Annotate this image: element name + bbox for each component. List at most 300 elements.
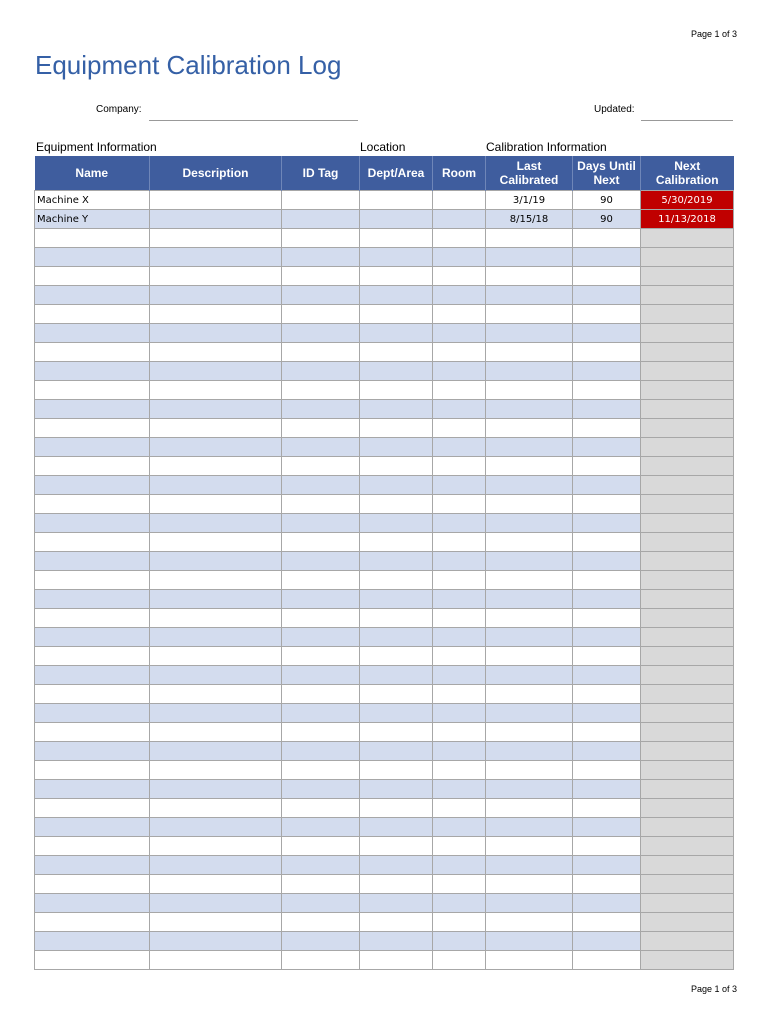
room-cell[interactable] — [433, 609, 486, 628]
days-until-next-cell[interactable]: 90 — [573, 210, 641, 229]
description-cell[interactable] — [150, 837, 282, 856]
name-cell[interactable] — [35, 305, 150, 324]
dept-area-cell[interactable] — [360, 229, 433, 248]
dept-area-cell[interactable] — [360, 666, 433, 685]
last-calibrated-cell[interactable] — [486, 438, 573, 457]
name-cell[interactable] — [35, 704, 150, 723]
next-calibration-cell[interactable] — [641, 286, 734, 305]
next-calibration-cell[interactable] — [641, 704, 734, 723]
dept-area-cell[interactable] — [360, 780, 433, 799]
dept-area-cell[interactable] — [360, 837, 433, 856]
next-calibration-cell[interactable] — [641, 533, 734, 552]
dept-area-cell[interactable] — [360, 495, 433, 514]
name-cell[interactable] — [35, 400, 150, 419]
days-until-next-cell[interactable] — [573, 552, 641, 571]
description-cell[interactable] — [150, 191, 282, 210]
description-cell[interactable] — [150, 210, 282, 229]
dept-area-cell[interactable] — [360, 381, 433, 400]
room-cell[interactable] — [433, 248, 486, 267]
room-cell[interactable] — [433, 571, 486, 590]
last-calibrated-cell[interactable] — [486, 343, 573, 362]
name-cell[interactable] — [35, 476, 150, 495]
room-cell[interactable] — [433, 913, 486, 932]
dept-area-cell[interactable] — [360, 913, 433, 932]
days-until-next-cell[interactable] — [573, 381, 641, 400]
days-until-next-cell[interactable] — [573, 647, 641, 666]
room-cell[interactable] — [433, 704, 486, 723]
updated-field[interactable] — [641, 120, 733, 121]
room-cell[interactable] — [433, 324, 486, 343]
room-cell[interactable] — [433, 457, 486, 476]
days-until-next-cell[interactable] — [573, 324, 641, 343]
id-tag-cell[interactable] — [282, 856, 360, 875]
id-tag-cell[interactable] — [282, 628, 360, 647]
days-until-next-cell[interactable] — [573, 723, 641, 742]
name-cell[interactable] — [35, 799, 150, 818]
dept-area-cell[interactable] — [360, 894, 433, 913]
last-calibrated-cell[interactable] — [486, 666, 573, 685]
id-tag-cell[interactable] — [282, 666, 360, 685]
days-until-next-cell[interactable] — [573, 704, 641, 723]
id-tag-cell[interactable] — [282, 875, 360, 894]
dept-area-cell[interactable] — [360, 533, 433, 552]
next-calibration-cell[interactable] — [641, 894, 734, 913]
next-calibration-cell[interactable] — [641, 571, 734, 590]
description-cell[interactable] — [150, 438, 282, 457]
description-cell[interactable] — [150, 628, 282, 647]
room-cell[interactable] — [433, 799, 486, 818]
last-calibrated-cell[interactable] — [486, 324, 573, 343]
dept-area-cell[interactable] — [360, 343, 433, 362]
id-tag-cell[interactable] — [282, 400, 360, 419]
room-cell[interactable] — [433, 229, 486, 248]
description-cell[interactable] — [150, 324, 282, 343]
room-cell[interactable] — [433, 419, 486, 438]
name-cell[interactable] — [35, 419, 150, 438]
next-calibration-cell[interactable] — [641, 343, 734, 362]
id-tag-cell[interactable] — [282, 457, 360, 476]
last-calibrated-cell[interactable] — [486, 628, 573, 647]
description-cell[interactable] — [150, 647, 282, 666]
last-calibrated-cell[interactable] — [486, 590, 573, 609]
description-cell[interactable] — [150, 666, 282, 685]
description-cell[interactable] — [150, 495, 282, 514]
next-calibration-cell[interactable] — [641, 495, 734, 514]
days-until-next-cell[interactable] — [573, 894, 641, 913]
next-calibration-cell[interactable] — [641, 305, 734, 324]
last-calibrated-cell[interactable] — [486, 609, 573, 628]
name-cell[interactable]: Machine X — [35, 191, 150, 210]
description-cell[interactable] — [150, 229, 282, 248]
next-calibration-cell[interactable] — [641, 229, 734, 248]
next-calibration-cell[interactable] — [641, 590, 734, 609]
days-until-next-cell[interactable] — [573, 666, 641, 685]
days-until-next-cell[interactable] — [573, 742, 641, 761]
days-until-next-cell[interactable] — [573, 761, 641, 780]
id-tag-cell[interactable] — [282, 704, 360, 723]
id-tag-cell[interactable] — [282, 818, 360, 837]
name-cell[interactable] — [35, 362, 150, 381]
id-tag-cell[interactable] — [282, 552, 360, 571]
name-cell[interactable] — [35, 913, 150, 932]
next-calibration-cell[interactable] — [641, 514, 734, 533]
next-calibration-cell[interactable] — [641, 609, 734, 628]
last-calibrated-cell[interactable] — [486, 362, 573, 381]
name-cell[interactable] — [35, 856, 150, 875]
days-until-next-cell[interactable] — [573, 438, 641, 457]
room-cell[interactable] — [433, 514, 486, 533]
last-calibrated-cell[interactable] — [486, 286, 573, 305]
days-until-next-cell[interactable] — [573, 571, 641, 590]
name-cell[interactable] — [35, 647, 150, 666]
id-tag-cell[interactable] — [282, 533, 360, 552]
days-until-next-cell[interactable] — [573, 343, 641, 362]
last-calibrated-cell[interactable] — [486, 685, 573, 704]
last-calibrated-cell[interactable] — [486, 723, 573, 742]
days-until-next-cell[interactable] — [573, 856, 641, 875]
last-calibrated-cell[interactable] — [486, 647, 573, 666]
description-cell[interactable] — [150, 818, 282, 837]
description-cell[interactable] — [150, 248, 282, 267]
id-tag-cell[interactable] — [282, 495, 360, 514]
name-cell[interactable] — [35, 609, 150, 628]
dept-area-cell[interactable] — [360, 590, 433, 609]
name-cell[interactable] — [35, 343, 150, 362]
dept-area-cell[interactable] — [360, 875, 433, 894]
id-tag-cell[interactable] — [282, 609, 360, 628]
next-calibration-cell[interactable] — [641, 951, 734, 970]
room-cell[interactable] — [433, 438, 486, 457]
description-cell[interactable] — [150, 305, 282, 324]
last-calibrated-cell[interactable] — [486, 248, 573, 267]
last-calibrated-cell[interactable] — [486, 780, 573, 799]
days-until-next-cell[interactable] — [573, 248, 641, 267]
room-cell[interactable] — [433, 932, 486, 951]
id-tag-cell[interactable] — [282, 476, 360, 495]
description-cell[interactable] — [150, 875, 282, 894]
name-cell[interactable] — [35, 951, 150, 970]
id-tag-cell[interactable] — [282, 362, 360, 381]
name-cell[interactable] — [35, 229, 150, 248]
id-tag-cell[interactable] — [282, 932, 360, 951]
id-tag-cell[interactable] — [282, 571, 360, 590]
dept-area-cell[interactable] — [360, 552, 433, 571]
id-tag-cell[interactable] — [282, 723, 360, 742]
next-calibration-cell[interactable] — [641, 457, 734, 476]
last-calibrated-cell[interactable] — [486, 305, 573, 324]
room-cell[interactable] — [433, 533, 486, 552]
last-calibrated-cell[interactable] — [486, 552, 573, 571]
description-cell[interactable] — [150, 476, 282, 495]
id-tag-cell[interactable] — [282, 799, 360, 818]
name-cell[interactable] — [35, 324, 150, 343]
id-tag-cell[interactable] — [282, 514, 360, 533]
room-cell[interactable] — [433, 875, 486, 894]
dept-area-cell[interactable] — [360, 400, 433, 419]
id-tag-cell[interactable] — [282, 438, 360, 457]
name-cell[interactable] — [35, 457, 150, 476]
room-cell[interactable] — [433, 400, 486, 419]
id-tag-cell[interactable] — [282, 343, 360, 362]
name-cell[interactable] — [35, 590, 150, 609]
next-calibration-cell[interactable] — [641, 932, 734, 951]
room-cell[interactable] — [433, 951, 486, 970]
last-calibrated-cell[interactable] — [486, 913, 573, 932]
dept-area-cell[interactable] — [360, 362, 433, 381]
description-cell[interactable] — [150, 704, 282, 723]
days-until-next-cell[interactable] — [573, 305, 641, 324]
last-calibrated-cell[interactable] — [486, 742, 573, 761]
days-until-next-cell[interactable] — [573, 229, 641, 248]
next-calibration-cell[interactable] — [641, 761, 734, 780]
name-cell[interactable] — [35, 286, 150, 305]
dept-area-cell[interactable] — [360, 761, 433, 780]
id-tag-cell[interactable] — [282, 761, 360, 780]
last-calibrated-cell[interactable] — [486, 571, 573, 590]
id-tag-cell[interactable] — [282, 229, 360, 248]
days-until-next-cell[interactable] — [573, 628, 641, 647]
id-tag-cell[interactable] — [282, 248, 360, 267]
description-cell[interactable] — [150, 343, 282, 362]
days-until-next-cell[interactable] — [573, 457, 641, 476]
id-tag-cell[interactable] — [282, 837, 360, 856]
description-cell[interactable] — [150, 362, 282, 381]
days-until-next-cell[interactable] — [573, 476, 641, 495]
description-cell[interactable] — [150, 400, 282, 419]
last-calibrated-cell[interactable] — [486, 495, 573, 514]
dept-area-cell[interactable] — [360, 191, 433, 210]
name-cell[interactable] — [35, 818, 150, 837]
name-cell[interactable] — [35, 495, 150, 514]
description-cell[interactable] — [150, 381, 282, 400]
id-tag-cell[interactable] — [282, 894, 360, 913]
room-cell[interactable] — [433, 381, 486, 400]
room-cell[interactable] — [433, 742, 486, 761]
name-cell[interactable] — [35, 248, 150, 267]
description-cell[interactable] — [150, 590, 282, 609]
next-calibration-cell[interactable] — [641, 837, 734, 856]
last-calibrated-cell[interactable] — [486, 476, 573, 495]
dept-area-cell[interactable] — [360, 305, 433, 324]
next-calibration-cell[interactable] — [641, 400, 734, 419]
next-calibration-cell[interactable] — [641, 552, 734, 571]
days-until-next-cell[interactable] — [573, 875, 641, 894]
room-cell[interactable] — [433, 286, 486, 305]
days-until-next-cell[interactable]: 90 — [573, 191, 641, 210]
next-calibration-cell[interactable] — [641, 248, 734, 267]
days-until-next-cell[interactable] — [573, 685, 641, 704]
company-field[interactable] — [149, 120, 358, 121]
room-cell[interactable] — [433, 267, 486, 286]
name-cell[interactable] — [35, 875, 150, 894]
last-calibrated-cell[interactable] — [486, 837, 573, 856]
last-calibrated-cell[interactable]: 8/15/18 — [486, 210, 573, 229]
last-calibrated-cell[interactable] — [486, 894, 573, 913]
last-calibrated-cell[interactable] — [486, 856, 573, 875]
name-cell[interactable] — [35, 685, 150, 704]
days-until-next-cell[interactable] — [573, 514, 641, 533]
room-cell[interactable] — [433, 552, 486, 571]
dept-area-cell[interactable] — [360, 457, 433, 476]
dept-area-cell[interactable] — [360, 704, 433, 723]
room-cell[interactable] — [433, 305, 486, 324]
name-cell[interactable] — [35, 723, 150, 742]
days-until-next-cell[interactable] — [573, 590, 641, 609]
next-calibration-cell[interactable] — [641, 438, 734, 457]
id-tag-cell[interactable] — [282, 191, 360, 210]
name-cell[interactable] — [35, 533, 150, 552]
last-calibrated-cell[interactable] — [486, 419, 573, 438]
room-cell[interactable] — [433, 837, 486, 856]
dept-area-cell[interactable] — [360, 438, 433, 457]
description-cell[interactable] — [150, 552, 282, 571]
room-cell[interactable] — [433, 723, 486, 742]
name-cell[interactable] — [35, 381, 150, 400]
days-until-next-cell[interactable] — [573, 286, 641, 305]
next-calibration-cell[interactable] — [641, 818, 734, 837]
description-cell[interactable] — [150, 533, 282, 552]
next-calibration-cell[interactable] — [641, 381, 734, 400]
id-tag-cell[interactable] — [282, 419, 360, 438]
dept-area-cell[interactable] — [360, 514, 433, 533]
dept-area-cell[interactable] — [360, 723, 433, 742]
next-calibration-cell[interactable] — [641, 685, 734, 704]
dept-area-cell[interactable] — [360, 267, 433, 286]
dept-area-cell[interactable] — [360, 932, 433, 951]
name-cell[interactable] — [35, 761, 150, 780]
id-tag-cell[interactable] — [282, 381, 360, 400]
days-until-next-cell[interactable] — [573, 932, 641, 951]
id-tag-cell[interactable] — [282, 780, 360, 799]
dept-area-cell[interactable] — [360, 248, 433, 267]
last-calibrated-cell[interactable] — [486, 818, 573, 837]
description-cell[interactable] — [150, 267, 282, 286]
days-until-next-cell[interactable] — [573, 913, 641, 932]
dept-area-cell[interactable] — [360, 647, 433, 666]
next-calibration-cell[interactable] — [641, 875, 734, 894]
dept-area-cell[interactable] — [360, 419, 433, 438]
description-cell[interactable] — [150, 761, 282, 780]
dept-area-cell[interactable] — [360, 742, 433, 761]
next-calibration-cell[interactable] — [641, 780, 734, 799]
next-calibration-cell[interactable] — [641, 799, 734, 818]
dept-area-cell[interactable] — [360, 324, 433, 343]
description-cell[interactable] — [150, 286, 282, 305]
next-calibration-cell[interactable] — [641, 913, 734, 932]
last-calibrated-cell[interactable] — [486, 704, 573, 723]
days-until-next-cell[interactable] — [573, 419, 641, 438]
room-cell[interactable] — [433, 647, 486, 666]
room-cell[interactable] — [433, 666, 486, 685]
days-until-next-cell[interactable] — [573, 837, 641, 856]
days-until-next-cell[interactable] — [573, 799, 641, 818]
room-cell[interactable] — [433, 362, 486, 381]
dept-area-cell[interactable] — [360, 210, 433, 229]
description-cell[interactable] — [150, 799, 282, 818]
name-cell[interactable] — [35, 552, 150, 571]
id-tag-cell[interactable] — [282, 647, 360, 666]
id-tag-cell[interactable] — [282, 267, 360, 286]
room-cell[interactable] — [433, 191, 486, 210]
next-calibration-cell[interactable] — [641, 723, 734, 742]
next-calibration-cell[interactable]: 11/13/2018 — [641, 210, 734, 229]
last-calibrated-cell[interactable] — [486, 951, 573, 970]
room-cell[interactable] — [433, 210, 486, 229]
room-cell[interactable] — [433, 780, 486, 799]
id-tag-cell[interactable] — [282, 685, 360, 704]
name-cell[interactable]: Machine Y — [35, 210, 150, 229]
id-tag-cell[interactable] — [282, 913, 360, 932]
last-calibrated-cell[interactable] — [486, 514, 573, 533]
room-cell[interactable] — [433, 628, 486, 647]
days-until-next-cell[interactable] — [573, 267, 641, 286]
description-cell[interactable] — [150, 932, 282, 951]
days-until-next-cell[interactable] — [573, 495, 641, 514]
name-cell[interactable] — [35, 267, 150, 286]
room-cell[interactable] — [433, 894, 486, 913]
description-cell[interactable] — [150, 780, 282, 799]
room-cell[interactable] — [433, 590, 486, 609]
name-cell[interactable] — [35, 932, 150, 951]
name-cell[interactable] — [35, 666, 150, 685]
name-cell[interactable] — [35, 837, 150, 856]
dept-area-cell[interactable] — [360, 476, 433, 495]
last-calibrated-cell[interactable] — [486, 229, 573, 248]
id-tag-cell[interactable] — [282, 210, 360, 229]
room-cell[interactable] — [433, 761, 486, 780]
next-calibration-cell[interactable] — [641, 856, 734, 875]
last-calibrated-cell[interactable] — [486, 381, 573, 400]
name-cell[interactable] — [35, 571, 150, 590]
name-cell[interactable] — [35, 628, 150, 647]
description-cell[interactable] — [150, 514, 282, 533]
description-cell[interactable] — [150, 951, 282, 970]
days-until-next-cell[interactable] — [573, 533, 641, 552]
id-tag-cell[interactable] — [282, 324, 360, 343]
dept-area-cell[interactable] — [360, 571, 433, 590]
last-calibrated-cell[interactable] — [486, 400, 573, 419]
room-cell[interactable] — [433, 495, 486, 514]
dept-area-cell[interactable] — [360, 818, 433, 837]
room-cell[interactable] — [433, 856, 486, 875]
dept-area-cell[interactable] — [360, 286, 433, 305]
id-tag-cell[interactable] — [282, 286, 360, 305]
next-calibration-cell[interactable] — [641, 742, 734, 761]
room-cell[interactable] — [433, 476, 486, 495]
next-calibration-cell[interactable] — [641, 267, 734, 286]
next-calibration-cell[interactable] — [641, 628, 734, 647]
room-cell[interactable] — [433, 343, 486, 362]
next-calibration-cell[interactable] — [641, 647, 734, 666]
dept-area-cell[interactable] — [360, 628, 433, 647]
name-cell[interactable] — [35, 780, 150, 799]
days-until-next-cell[interactable] — [573, 609, 641, 628]
last-calibrated-cell[interactable] — [486, 267, 573, 286]
days-until-next-cell[interactable] — [573, 818, 641, 837]
dept-area-cell[interactable] — [360, 951, 433, 970]
days-until-next-cell[interactable] — [573, 780, 641, 799]
last-calibrated-cell[interactable] — [486, 457, 573, 476]
last-calibrated-cell[interactable] — [486, 932, 573, 951]
dept-area-cell[interactable] — [360, 856, 433, 875]
last-calibrated-cell[interactable] — [486, 875, 573, 894]
name-cell[interactable] — [35, 514, 150, 533]
next-calibration-cell[interactable]: 5/30/2019 — [641, 191, 734, 210]
next-calibration-cell[interactable] — [641, 666, 734, 685]
description-cell[interactable] — [150, 856, 282, 875]
name-cell[interactable] — [35, 438, 150, 457]
dept-area-cell[interactable] — [360, 799, 433, 818]
